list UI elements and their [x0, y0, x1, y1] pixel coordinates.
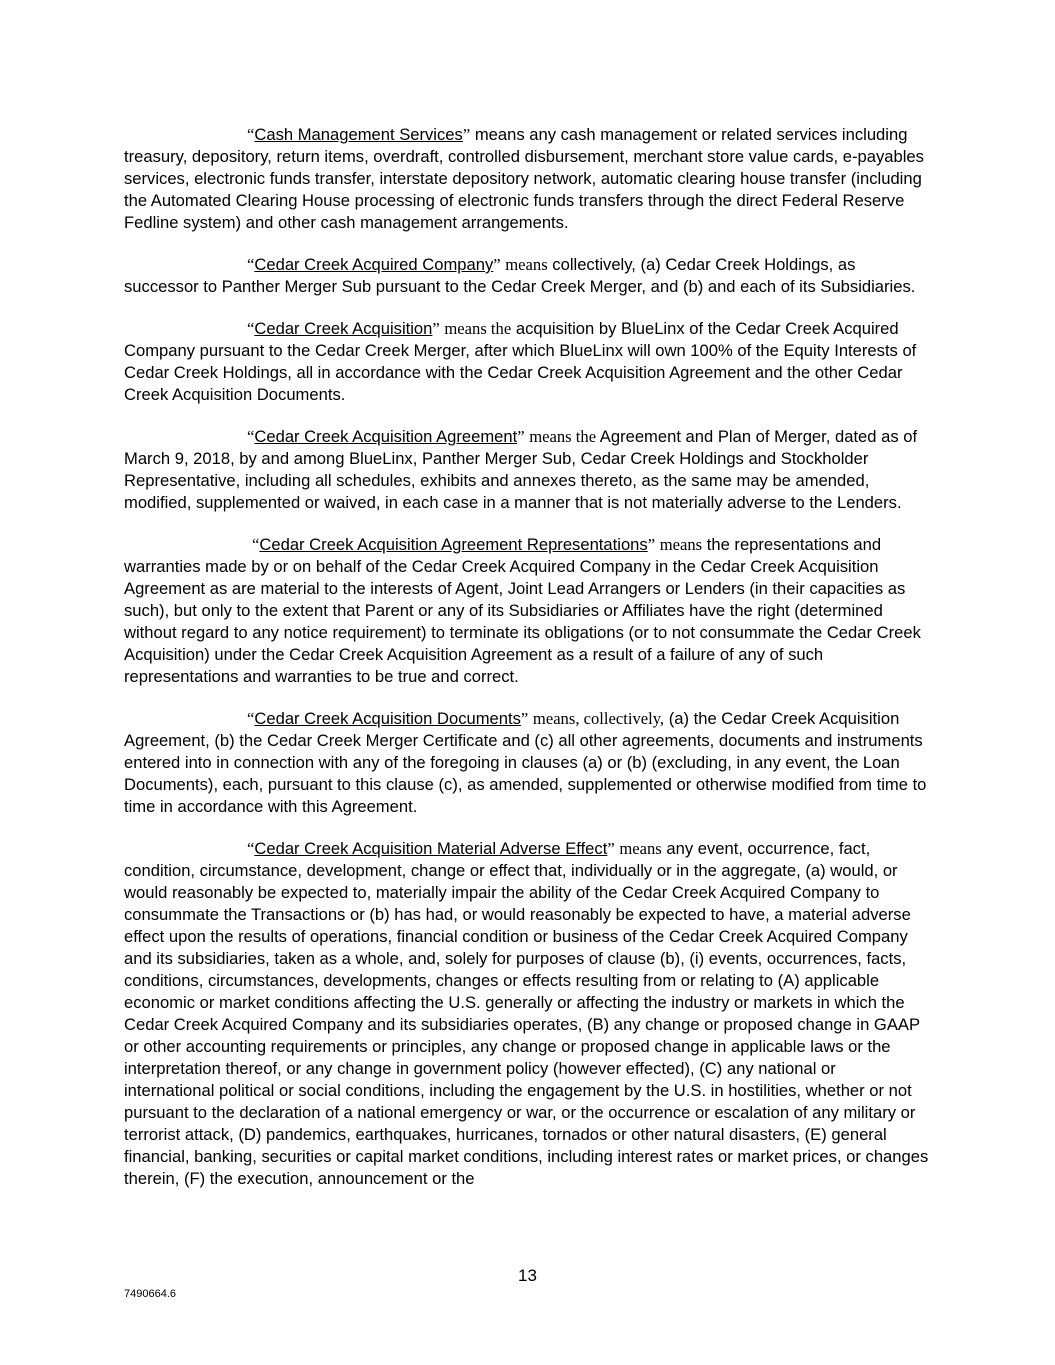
definition-text: the representations and warranties made by or on behalf of the Cedar Creek Acquired Company in the Cedar Creek Acquisition Agreement as are material to the interests of Agent, Joint Lead Arrangers or Lenders (in their capacities as such), but only to the extent that Parent or any of its Subsidiaries or Affiliates have the right (determined without regard to any notice requirement) to terminate its obligations (or to not consummate the Cedar Creek Acquisition) under the Cedar Creek Acquisition Agreement as a result of a failure of any of such representations and warranties to be true and correct. [124, 535, 921, 686]
page-number: 13 [518, 1266, 537, 1285]
definition-cedar-creek-acquisition-documents: “Cedar Creek Acquisition Documents” means, collectively, (a) the Cedar Creek Acquisition Agreement, (b) the Cedar Creek Merger Certificate and (c) all other agreements, documents and instruments entered into in connection with any of the foregoing in clauses (a) or (b) (excluding, in any event, the Loan Documents), each, pursuant to this clause (c), as amended, supplemented or otherwise modified from time to time in accordance with this Agreement. [124, 709, 927, 816]
means-word: means the [529, 427, 597, 446]
definition-cedar-creek-acquired-company: “Cedar Creek Acquired Company” means collectively, (a) Cedar Creek Holdings, as successor to Panther Merger Sub pursuant to the Cedar Creek Merger, and (b) and each of its Subsidiaries. [124, 255, 916, 296]
definition-text: means any cash management or related services including treasury, depository, return items, overdraft, controlled disbursement, merchant store value cards, e-payables services, electronic funds transfer, interstate depository network, automatic clearing house transfer (including the Automated Clearing House processing of electronic funds transfers through the direct Federal Reserve Fedline system) and other cash management arrangements. [124, 125, 924, 232]
definition-cedar-creek-acquisition: “Cedar Creek Acquisition” means the acquisition by BlueLinx of the Cedar Creek Acquired Company pursuant to the Cedar Creek Merger, after which BlueLinx will own 100% of the Equity Interests of Cedar Creek Holdings, all in accordance with the Cedar Creek Acquisition Agreement and the other Cedar Creek Acquisition Documents. [124, 319, 917, 404]
definition-cedar-creek-acquisition-material-adverse-effect: “Cedar Creek Acquisition Material Adverse Effect” means any event, occurrence, fact, condition, circumstance, development, change or effect that, individually or in the aggregate, (a) would, or would reasonably be expected to, materially impair the ability of the Cedar Creek Acquired Company to consummate the Transactions or (b) has had, or would reasonably be expected to have, a material adverse effect upon the results of operations, financial condition or business of the Cedar Creek Acquired Company and its subsidiaries, taken as a whole, and, solely for purposes of clause (b), (i) events, occurrences, facts, conditions, circumstances, developments, changes or effects resulting from or relating to (A) applicable economic or market conditions affecting the U.S. generally or affecting the industry or markets in which the Cedar Creek Acquired Company and its subsidiaries operates, (B) any change or proposed change in GAAP or other accounting requirements or principles, any change or proposed change in applicable laws or the interpretation thereof, or any change in government policy (however effected), (C) any national or international political or social conditions, including the engagement by the U.S. in hostilities, whether or not pursuant to the declaration of a national emergency or war, or the occurrence or escalation of any military or terrorist attack, (D) pandemics, earthquakes, hurricanes, tornados or other natural disasters, (E) general financial, banking, securities or capital market conditions, including interest rates or market prices, or changes therein, (F) the execution, announcement or the [124, 839, 929, 1188]
definition-cedar-creek-acquisition-agreement-representations: “Cedar Creek Acquisition Agreement Representations” means the representations and warranties made by or on behalf of the Cedar Creek Acquired Company in the Cedar Creek Acquisition Agreement as are material to the interests of Agent, Joint Lead Arrangers or Lenders (in their capacities as such), but only to the extent that Parent or any of its Subsidiaries or Affiliates have the right (determined without regard to any notice requirement) to terminate its obligations (or to not consummate the Cedar Creek Acquisition) under the Cedar Creek Acquisition Agreement as a result of a failure of any of such representations and warranties to be true and correct. [124, 535, 921, 686]
defined-term: Cedar Creek Acquisition Agreement Representations [259, 535, 648, 554]
definition-cash-management-services: “Cash Management Services” means any cash management or related services including treasury, depository, return items, overdraft, controlled disbursement, merchant store value cards, e-payables services, electronic funds transfer, interstate depository network, automatic clearing house transfer (including the Automated Clearing House processing of electronic funds transfers through the direct Federal Reserve Fedline system) and other cash management arrangements. [124, 125, 924, 232]
means-word: means, collectively, [532, 709, 665, 728]
defined-term: Cash Management Services [254, 125, 463, 144]
definition-text: acquisition by BlueLinx of the Cedar Creek Acquired Company pursuant to the Cedar Creek Merger, after which BlueLinx will own 100% of the Equity Interests of Cedar Creek Holdings, all in accordance with the Cedar Creek Acquisition Agreement and the other Cedar Creek Acquisition Documents. [124, 319, 917, 404]
document-page [124, 124, 930, 1210]
defined-term: Cedar Creek Acquisition Documents [254, 709, 521, 728]
definition-text: collectively, (a) Cedar Creek Holdings, as successor to Panther Merger Sub pursuant to the Cedar Creek Merger, and (b) and each of its Subsidiaries. [124, 255, 916, 296]
means-word: means [619, 839, 662, 858]
defined-term: Cedar Creek Acquisition [254, 319, 433, 338]
means-word: means [659, 535, 703, 554]
definition-text: any event, occurrence, fact, condition, circumstance, development, change or effect that, individually or in the aggregate, (a) would, or would reasonably be expected to, materially impair the ability of the Cedar Creek Acquired Company to consummate the Transactions or (b) has had, or would reasonably be expected to have, a material adverse effect upon the results of operations, financial condition or business of the Cedar Creek Acquired Company and its subsidiaries, taken as a whole, and, solely for purposes of clause (b), (i) events, occurrences, facts, conditions, circumstances, developments, changes or effects resulting from or relating to (A) applicable economic or market conditions affecting the U.S. generally or affecting the industry or markets in which the Cedar Creek Acquired Company and its subsidiaries operates, (B) any change or proposed change in GAAP or other accounting requirements or principles, any change or proposed change in applicable laws or the interpretation thereof, or any change in government policy (however effected), (C) any national or international political or social conditions, including the engagement by the U.S. in hostilities, whether or not pursuant to the declaration of a national emergency or war, or the occurrence or escalation of any military or terrorist attack, (D) pandemics, earthquakes, hurricanes, tornados or other natural disasters, (E) general financial, banking, securities or capital market conditions, including interest rates or market prices, or changes therein, (F) the execution, announcement or the [124, 839, 929, 1188]
defined-term: Cedar Creek Acquisition Agreement [254, 427, 518, 446]
definition-cedar-creek-acquisition-agreement: “Cedar Creek Acquisition Agreement” means the Agreement and Plan of Merger, dated as of March 9, 2018, by and among BlueLinx, Panther Merger Sub, Cedar Creek Holdings and Stockholder Representative, including all schedules, exhibits and annexes thereto, as the same may be amended, modified, supplemented or waived, in each case in a manner that is not materially adverse to the Lenders. [124, 427, 918, 512]
definition-text: Agreement and Plan of Merger, dated as of March 9, 2018, by and among BlueLinx, Panther Merger Sub, Cedar Creek Holdings and Stockholder Representative, including all schedules, exhibits and annexes thereto, as the same may be amended, modified, supplemented or waived, in each case in a manner that is not materially adverse to the Lenders. [124, 427, 918, 512]
defined-term: Cedar Creek Acquisition Material Adverse Effect [254, 839, 608, 858]
means-word: means [505, 255, 548, 274]
defined-term: Cedar Creek Acquired Company [254, 255, 494, 274]
definition-text: (a) the Cedar Creek Acquisition Agreement, (b) the Cedar Creek Merger Certificate and (c) all other agreements, documents and instruments entered into in connection with any of the foregoing in clauses (a) or (b) (excluding, in any event, the Loan Documents), each, pursuant to this clause (c), as amended, supplemented or otherwise modified from time to time in accordance with this Agreement. [124, 709, 927, 816]
means-word: means the [444, 319, 512, 338]
document-id: 7490664.6 [124, 1288, 176, 1300]
